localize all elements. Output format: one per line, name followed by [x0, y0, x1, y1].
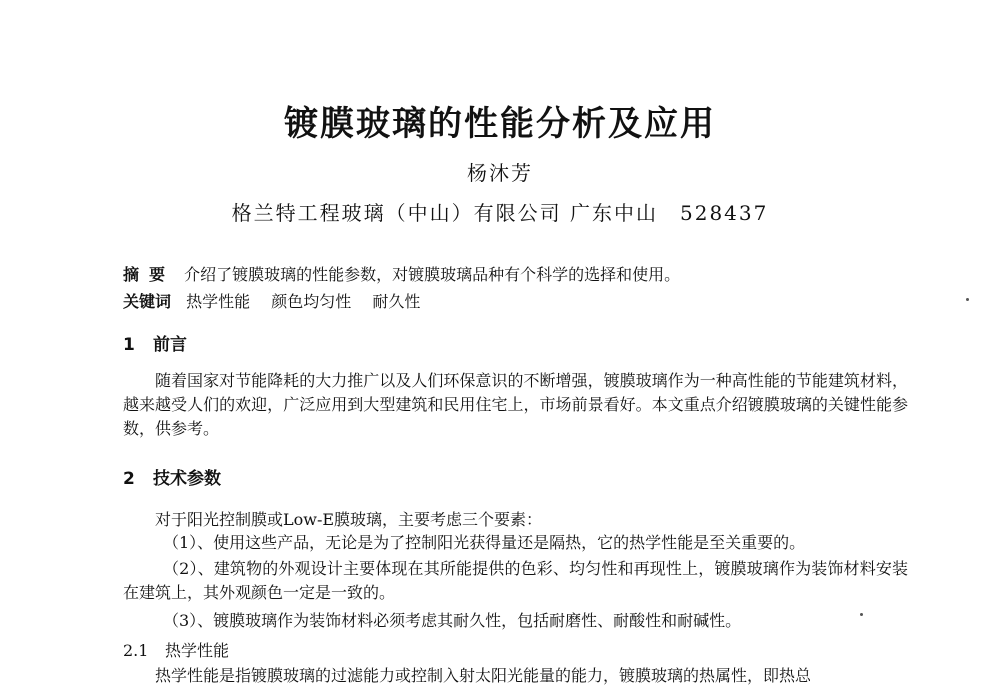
abstract-text: 介绍了镀膜玻璃的性能参数，对镀膜玻璃品种有个科学的选择和使用。: [184, 265, 681, 284]
section-title: 技术参数: [153, 469, 221, 489]
keywords: [123, 289, 436, 312]
keyword: 耐久性: [372, 292, 421, 311]
subsection-heading: [123, 638, 229, 661]
author-affiliation: 格兰特工程玻璃（中山）有限公司 广东中山 528437: [231, 201, 769, 225]
section-2-intro: 对于阳光控制膜或Low-E膜玻璃，主要考虑三个要素：: [155, 510, 543, 529]
keyword: 颜色均匀性: [271, 292, 352, 311]
requirement-item-2: （2）、建筑物的外观设计主要体现在其所能提供的色彩、均匀性和再现性上，镀膜玻璃作为装饰材料安装在建筑上，其外观颜色一定是一致的。: [123, 559, 908, 602]
section-number: 1: [123, 335, 135, 355]
abstract-label: 摘要: [123, 265, 176, 284]
keywords-label: 关键词: [123, 292, 172, 311]
scan-speck: [966, 298, 969, 301]
section-1-paragraph: 随着国家对节能降耗的大力推广以及人们环保意识的不断增强，镀膜玻璃作为一种高性能的节能建筑材料，越来越受人们的欢迎，广泛应用到大型建筑和民用住宅上，市场前景看好。本文重点介绍镀膜玻璃的关键性能参数，供参考。: [123, 371, 908, 438]
keyword: 热学性能: [186, 292, 251, 311]
subsection-text: 热学性能是指镀膜玻璃的过滤能力或控制入射太阳光能量的能力，镀膜玻璃的热属性，即热总: [155, 666, 812, 685]
requirement-item-3: （3）、镀膜玻璃作为装饰材料必须考虑其耐久性，包括耐磨性、耐酸性和耐碱性。: [163, 611, 742, 630]
subsection-title: 热学性能: [165, 641, 230, 660]
scan-speck: [860, 613, 863, 616]
section-heading-2: [123, 464, 221, 489]
section-heading-1: [123, 330, 187, 355]
section-number: 2: [123, 469, 135, 489]
paper-title: 镀膜玻璃的性能分析及应用: [284, 104, 716, 144]
abstract: [123, 262, 680, 285]
subsection-number: 2.1: [123, 641, 149, 660]
requirement-item-1: （1）、使用这些产品，无论是为了控制阳光获得量还是隔热，它的热学性能是至关重要的。: [163, 533, 806, 552]
section-title: 前言: [153, 335, 187, 355]
author-name: 杨沐芳: [467, 161, 533, 185]
